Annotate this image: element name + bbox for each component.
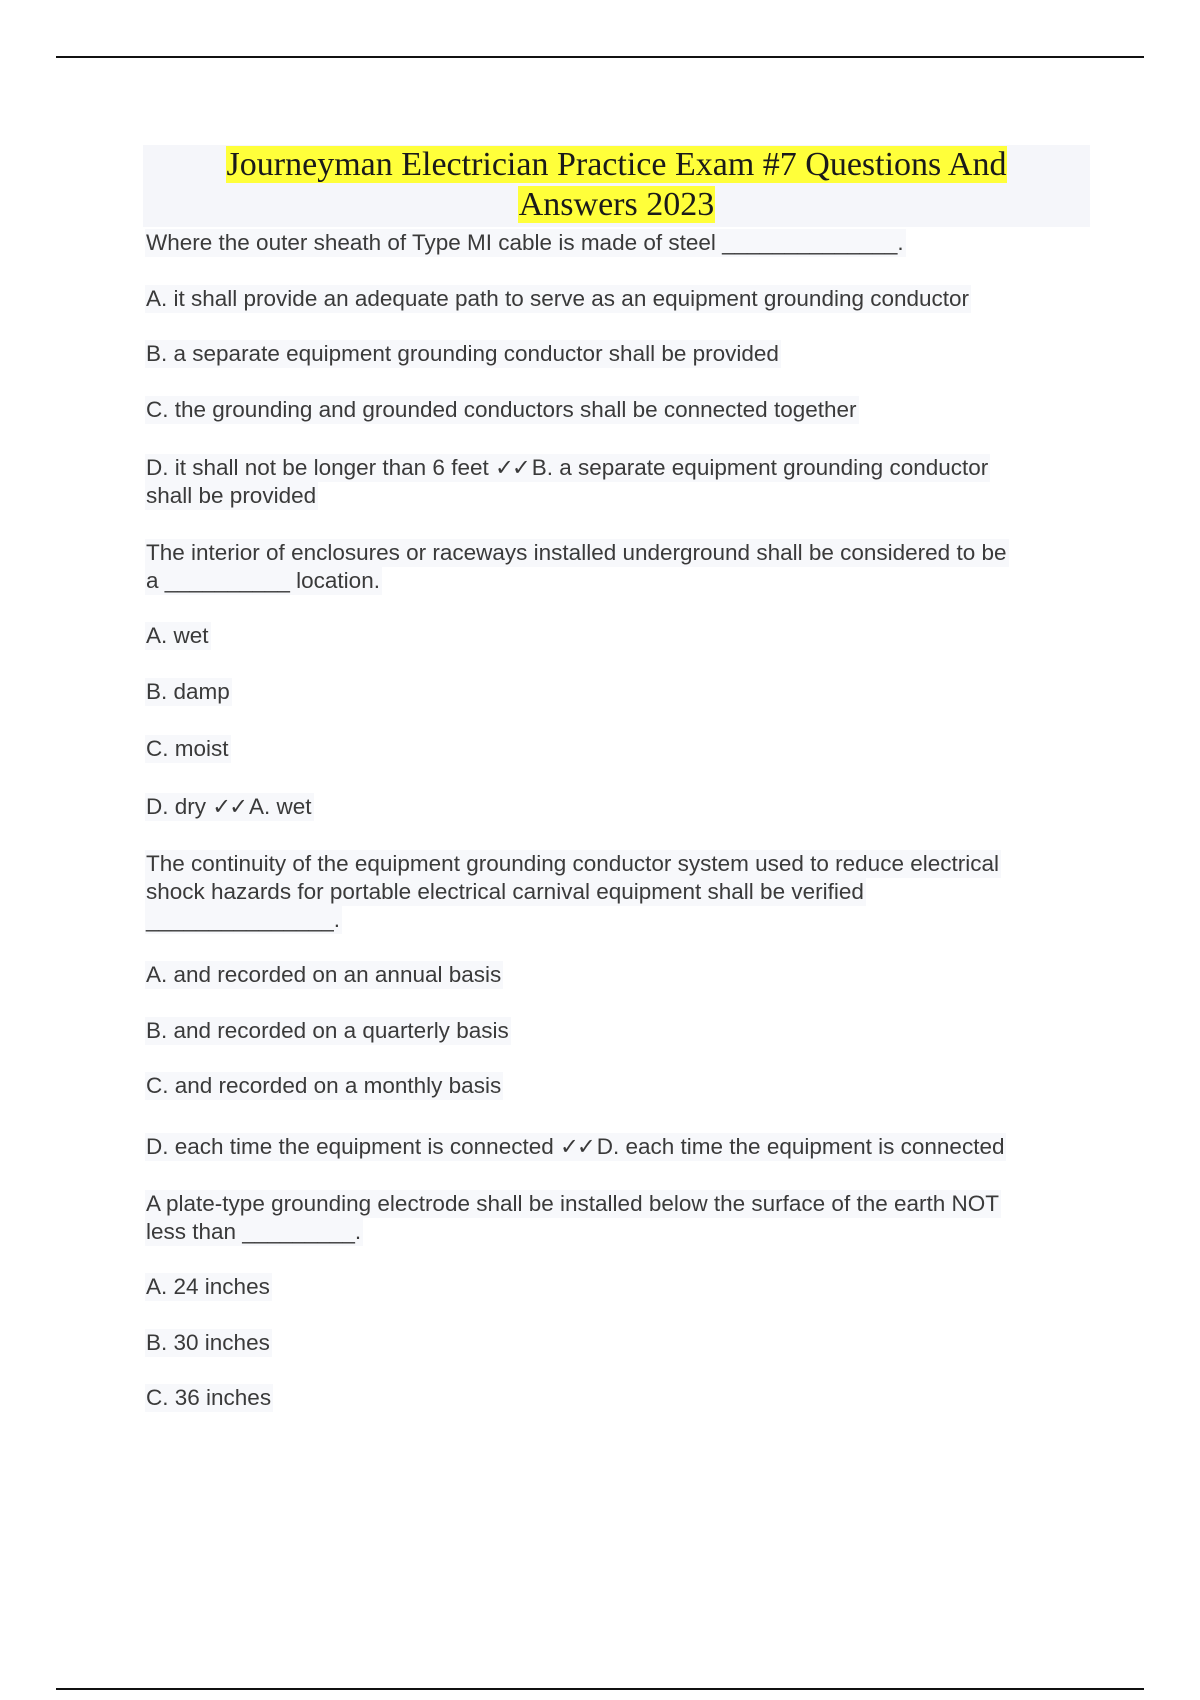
question-4-option-b: B. 30 inches xyxy=(146,1330,270,1355)
question-3-line-1: The continuity of the equipment grounding conductor system used to reduce electrical xyxy=(146,851,999,876)
title-line-2: Answers 2023 xyxy=(518,186,715,223)
question-1-answer: B. a separate equipment grounding conductor xyxy=(531,455,989,480)
question-2-option-c: C. moist xyxy=(146,736,229,761)
check-icon: ✓✓ xyxy=(212,794,246,820)
question-4-line-2: less than _________. xyxy=(146,1219,362,1244)
question-2-line-2: a __________ location. xyxy=(146,568,380,593)
question-3-option-a: A. and recorded on an annual basis xyxy=(146,962,502,987)
question-3-line-3: _______________. xyxy=(146,907,340,932)
question-2-option-b: B. damp xyxy=(146,679,230,704)
question-2-option-d-answer xyxy=(145,793,314,821)
question-1: Where the outer sheath of Type MI cable is made of steel ______________. xyxy=(146,230,904,255)
question-4-line-1: A plate-type grounding electrode shall be installed below the surface of the earth NOT xyxy=(146,1191,1000,1216)
check-icon: ✓✓ xyxy=(494,455,529,481)
question-3-option-c: C. and recorded on a monthly basis xyxy=(146,1073,502,1098)
question-3-answer: D. each time the equipment is connected xyxy=(596,1134,1005,1159)
question-1-option-b: B. a separate equipment grounding conductor shall be provided xyxy=(146,341,779,366)
question-2-answer: A. wet xyxy=(249,794,312,819)
question-3-option-b: B. and recorded on a quarterly basis xyxy=(146,1018,509,1043)
question-4-option-a: A. 24 inches xyxy=(146,1274,270,1299)
question-1-option-d: D. it shall not be longer than 6 feet xyxy=(146,455,489,480)
question-1-option-c: C. the grounding and grounded conductors shall be connected together xyxy=(146,397,857,422)
question-3-option-d: D. each time the equipment is connected xyxy=(146,1134,554,1159)
title-line-1: Journeyman Electrician Practice Exam #7 Questions And xyxy=(226,146,1007,183)
question-1-option-a: A. it shall provide an adequate path to serve as an equipment grounding conductor xyxy=(146,286,970,311)
question-1-answer-cont: shall be provided xyxy=(146,483,317,508)
bottom-rule xyxy=(56,1688,1144,1690)
check-icon: ✓✓ xyxy=(560,1134,594,1160)
question-3-line-2: shock hazards for portable electrical carnival equipment shall be verified xyxy=(146,879,864,904)
top-rule xyxy=(56,56,1144,58)
question-2-option-a: A. wet xyxy=(146,623,209,648)
question-2-line-1: The interior of enclosures or raceways installed underground shall be considered to be xyxy=(146,540,1007,565)
document-title xyxy=(143,145,1090,227)
question-1-option-d-answer xyxy=(145,454,990,482)
question-2-option-d: D. dry xyxy=(146,794,207,819)
question-3-option-d-answer xyxy=(145,1133,1006,1161)
question-4-option-c: C. 36 inches xyxy=(146,1385,272,1410)
